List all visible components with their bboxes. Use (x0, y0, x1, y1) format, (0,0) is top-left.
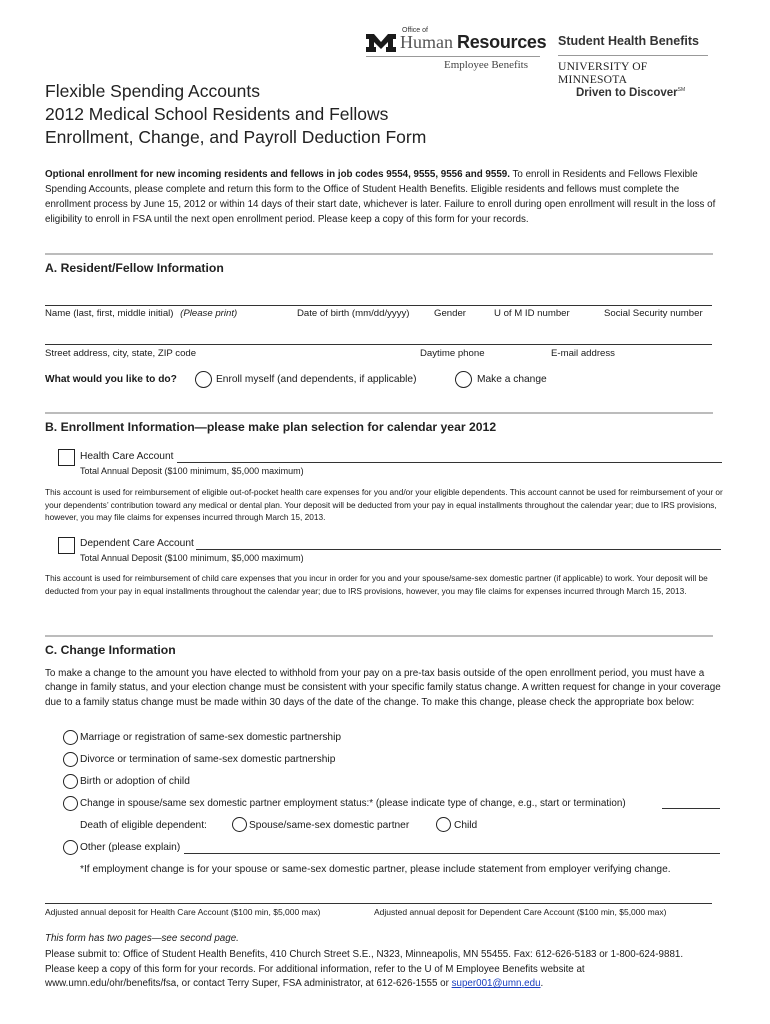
footnote: *If employment change is for your spouse or same-sex domestic partner, please include statement from employer verifying change. (80, 864, 671, 875)
shb-logo (558, 34, 718, 99)
employment-label: Change in spouse/same sex domestic partner employment status:* (please indicate type of change, e.g., start or termination) (80, 798, 626, 809)
other-label: Other (please explain) (80, 842, 181, 853)
birth-radio[interactable] (63, 774, 78, 789)
marriage-radio[interactable] (63, 730, 78, 745)
employment-radio[interactable] (63, 796, 78, 811)
divorce-radio[interactable] (63, 752, 78, 767)
intro-rest: To enroll in Residents and Fellows Flexible Spending Accounts, please complete and return this form to the Office of Student Health Benefits. Eligible residents and fellows must complete the enrollment process by June 15, 2012 or within 14 days of their start date, whichever is later. Failure to enroll during open enrollment will result in the loss of eligibility to enroll in FSA until the next open enrollment period. Please keep a copy of this form for your records. (45, 169, 716, 225)
enroll-radio[interactable] (195, 371, 212, 388)
umn-tagline-mark: SM (677, 87, 686, 94)
name-hint: (Please print) (180, 308, 238, 319)
adjusted-deposit-line[interactable] (45, 903, 712, 904)
submit-line-2: Please keep a copy of this form for your records. For additional information, refer to the U of M Employee Benefits website at (45, 964, 585, 975)
page-title (45, 80, 525, 148)
name-label-row (45, 308, 237, 320)
divider-c (45, 635, 713, 637)
adj-hca-label: Adjusted annual deposit for Health Care Account ($100 min, $5,000 max) (45, 907, 321, 917)
dca-amount-field[interactable] (196, 539, 721, 550)
birth-label: Birth or adoption of child (80, 776, 190, 787)
phone-label: Daytime phone (420, 348, 485, 359)
divider-b (45, 412, 713, 414)
death-label: Death of eligible dependent: (80, 820, 207, 831)
hca-amount-field[interactable] (177, 452, 722, 463)
child-death-label: Child (454, 820, 478, 831)
other-explain-field[interactable] (184, 843, 720, 854)
divorce-label: Divorce or termination of same-sex domestic partnership (80, 754, 336, 765)
employment-type-field[interactable] (662, 798, 720, 809)
umid-label: U of M ID number (494, 308, 570, 319)
section-c-intro: To make a change to the amount you have elected to withhold from your pay on a pre-tax basis outside of the open enrollment period, you must have a change in family status, and your election change must be consistent with your specific family status change. A written request for change in your coverage due to a family status change must be made within 30 days of the date of the change. To make this change, please check the appropriate box below: (45, 668, 721, 708)
section-b-heading: B. Enrollment Information—please make plan selection for calendar year 2012 (45, 420, 497, 434)
ohr-logo (366, 27, 547, 74)
ohr-divider (366, 56, 540, 57)
gender-label: Gender (434, 308, 466, 319)
address-label: Street address, city, state, ZIP code (45, 348, 197, 359)
dca-desc: This account is used for reimbursement of child care expenses that you incur in order for you and your spouse/same-sex domestic partner (if applicable) to work. Your deposit will be deducted from your pay in equal installments throughout the calendar year; due to IRS provisions, however, you may file claims for expenses incurred through March 15, 2013. (45, 573, 708, 596)
change-label: Make a change (477, 374, 547, 385)
submit-line-3 (45, 977, 543, 992)
hca-label: Health Care Account (80, 451, 174, 462)
hca-sub: Total Annual Deposit ($100 minimum, $5,000 maximum) (80, 466, 304, 476)
section-c-heading: C. Change Information (45, 643, 176, 657)
hca-desc: This account is used for reimbursement of eligible out-of-pocket health care expenses for you and/or your eligible dependents. This account cannot be used for reimbursement of your or your dependents’ contribution toward any medical or dental plan. Your deposit will be deducted from your pay in equal installments throughout the calendar year; due to IRS provisions, however, you may file claims for expenses incurred through March 15, 2013. (45, 487, 723, 522)
shb-title: Student Health Benefits (558, 34, 699, 48)
hca-checkbox[interactable] (58, 449, 75, 466)
section-a-heading: A. Resident/Fellow Information (45, 261, 224, 275)
email-label: E-mail address (551, 348, 615, 359)
address-row-line[interactable] (45, 344, 712, 345)
ohr-resources: Resources (457, 32, 547, 52)
submit-line-3-end: . (540, 978, 544, 989)
action-question: What would you like to do? (45, 374, 177, 385)
title-line-3: Enrollment, Change, and Payroll Deduction Form (45, 127, 427, 147)
title-line-2: 2012 Medical School Residents and Fellows (45, 104, 389, 124)
divider-a (45, 253, 713, 255)
umn-tagline: Driven to Discover (576, 87, 678, 99)
ohr-sub: Employee Benefits (444, 59, 529, 71)
adj-dca-label: Adjusted annual deposit for Dependent Care Account ($100 min, $5,000 max) (374, 907, 667, 917)
submit-line-1: Please submit to: Office of Student Health Benefits, 410 Church Street S.E., N323, Minneapolis, MN 55455. Fax: 612-626-5183 or 1-800-624-9881. (45, 949, 684, 960)
change-radio[interactable] (455, 371, 472, 388)
spouse-death-label: Spouse/same-sex domestic partner (249, 820, 410, 831)
child-death-radio[interactable] (436, 817, 451, 832)
umn-m-icon (366, 34, 396, 52)
ssn-label: Social Security number (604, 308, 703, 319)
name-label: Name (last, first, middle initial) (45, 308, 174, 319)
dca-checkbox[interactable] (58, 537, 75, 554)
dob-label: Date of birth (mm/dd/yyyy) (297, 308, 410, 319)
intro-paragraph (45, 167, 725, 227)
ohr-office-of: Office of (402, 27, 428, 34)
admin-email-link[interactable]: super001@umn.edu (451, 978, 541, 989)
dca-label: Dependent Care Account (80, 538, 194, 549)
other-radio[interactable] (63, 840, 78, 855)
spouse-death-radio[interactable] (232, 817, 247, 832)
title-line-1: Flexible Spending Accounts (45, 81, 260, 101)
ohr-human: Human (400, 32, 453, 52)
name-row-line[interactable] (45, 305, 712, 306)
two-pages-note: This form has two pages—see second page. (45, 933, 239, 944)
enroll-label: Enroll myself (and dependents, if applicable) (216, 374, 417, 385)
umn-tagline-row (558, 87, 718, 99)
submit-line-3-text: www.umn.edu/ohr/benefits/fsa, or contact Terry Super, FSA administrator, at 612-626-1555 or (45, 978, 452, 989)
marriage-label: Marriage or registration of same-sex domestic partnership (80, 732, 342, 743)
intro-bold: Optional enrollment for new incoming residents and fellows in job codes 9554, 9555, 9556 and 9559. (45, 169, 510, 180)
umn-name: UNIVERSITY OF MINNESOTA (558, 60, 648, 86)
shb-divider (558, 55, 708, 56)
dca-sub: Total Annual Deposit ($100 minimum, $5,000 maximum) (80, 553, 304, 563)
